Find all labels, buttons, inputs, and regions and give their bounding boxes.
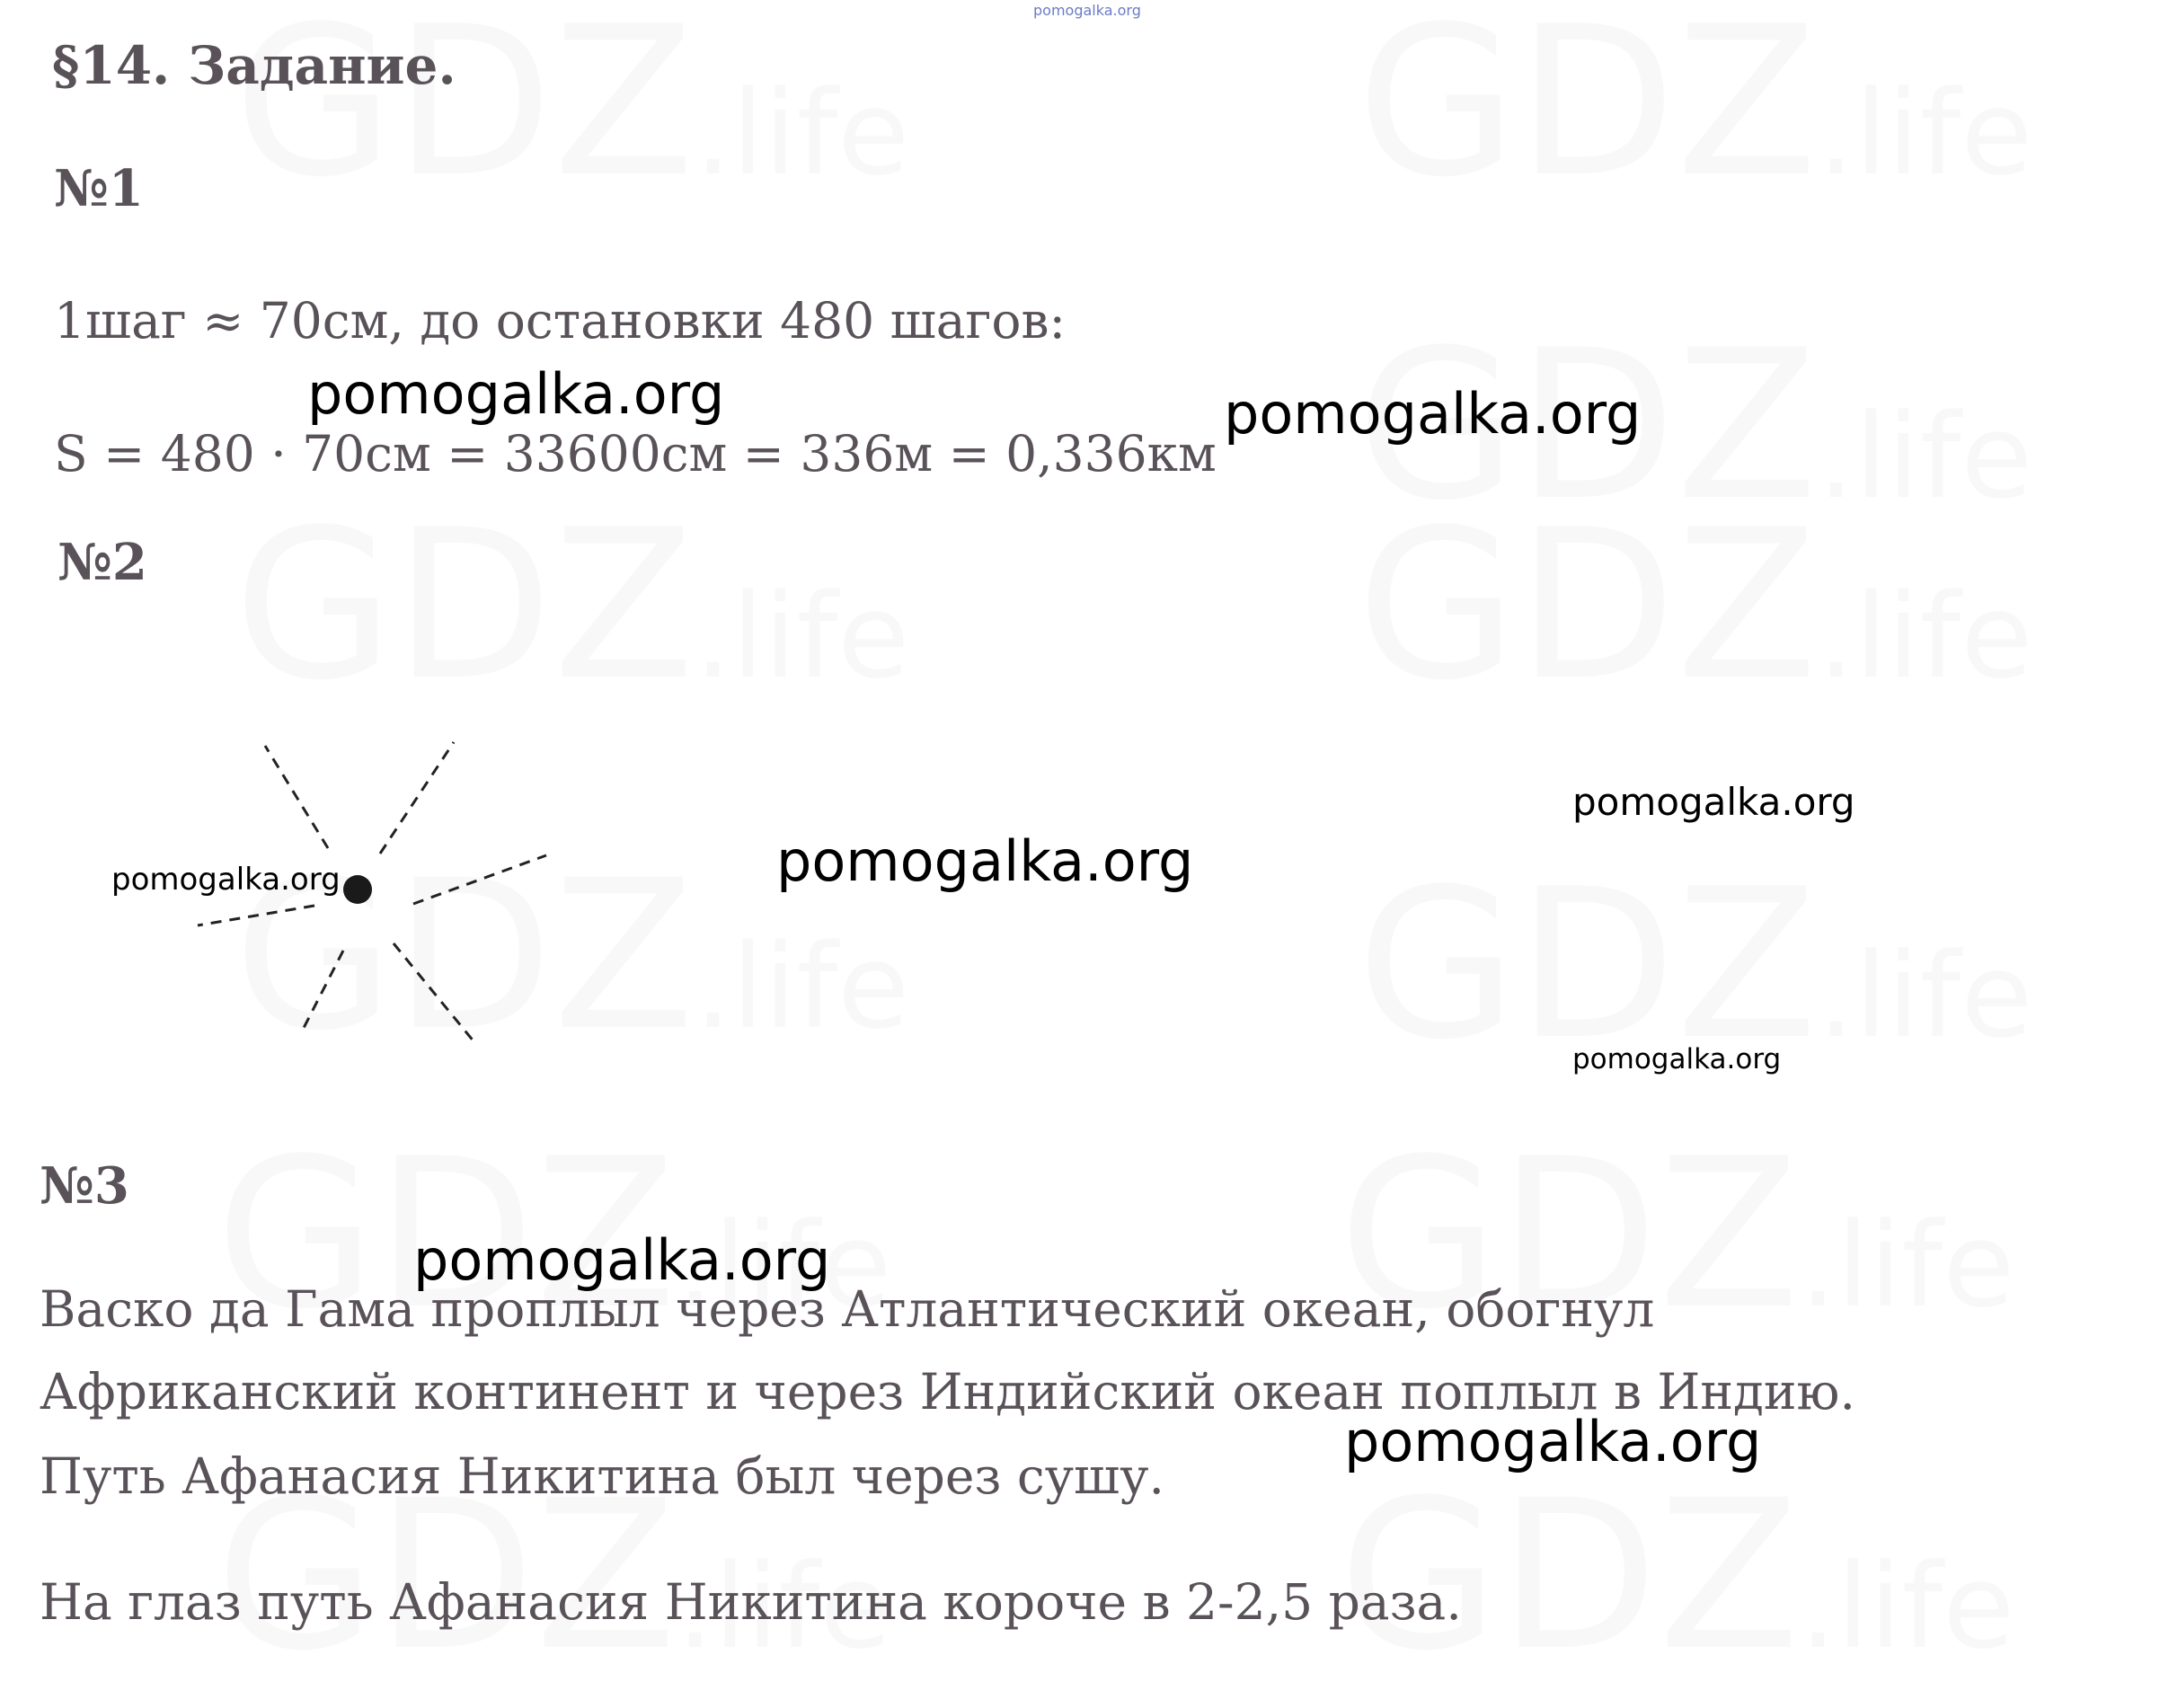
task-1-line-1: 1шаг ≈ 70см, до остановки 480 шагов:	[54, 292, 1066, 350]
watermark-text: pomogalka.org	[776, 828, 1194, 894]
task-2-number: №2	[58, 533, 147, 592]
background-watermark	[1357, 863, 2032, 1069]
background-watermark	[1357, 503, 2032, 710]
dashed-ray-down-left	[304, 951, 343, 1028]
watermark-text: pomogalka.org	[1344, 1409, 1762, 1474]
task-3-paragraph-1-line-3: Путь Афанасия Никитина был через сушу.	[40, 1447, 1165, 1505]
task-3-paragraph-2: На глаз путь Афанасия Никитина короче в 2-2,5 раза.	[40, 1573, 1462, 1631]
task-1-number: №1	[54, 159, 144, 218]
watermark-text: pomogalka.org	[1572, 780, 1855, 824]
watermark-text: pomogalka.org	[1572, 1043, 1782, 1075]
watermark-text: pomogalka.org	[1224, 381, 1642, 447]
watermark-text: pomogalka.org	[307, 361, 725, 427]
dashed-ray-right	[413, 855, 546, 904]
dashed-ray-left	[198, 906, 314, 925]
watermark-text: pomogalka.org	[413, 1227, 831, 1293]
task-3-number: №3	[40, 1156, 129, 1216]
background-watermark	[1357, 0, 2032, 207]
task-3-paragraph-1-line-2: Африканский континент и через Индийский океан поплыл в Индию.	[40, 1363, 1855, 1420]
background-watermark	[234, 503, 909, 710]
background-watermark	[234, 0, 909, 207]
header-watermark: pomogalka.org	[1033, 2, 1141, 19]
dashed-ray-down-right	[394, 943, 474, 1042]
task-1-line-2: S = 480 · 70см = 33600см = 336м = 0,336км	[54, 425, 1217, 482]
center-point	[343, 875, 372, 904]
diagram-watermark: pomogalka.org	[111, 862, 341, 898]
page-title: §14. Задание.	[52, 35, 456, 96]
dashed-ray-up-left	[265, 746, 328, 848]
dashed-ray-up-right	[380, 742, 454, 854]
task-3-paragraph-1-line-1: Васко да Гама проплыл через Атлантический океан, обогнул	[40, 1280, 1655, 1338]
